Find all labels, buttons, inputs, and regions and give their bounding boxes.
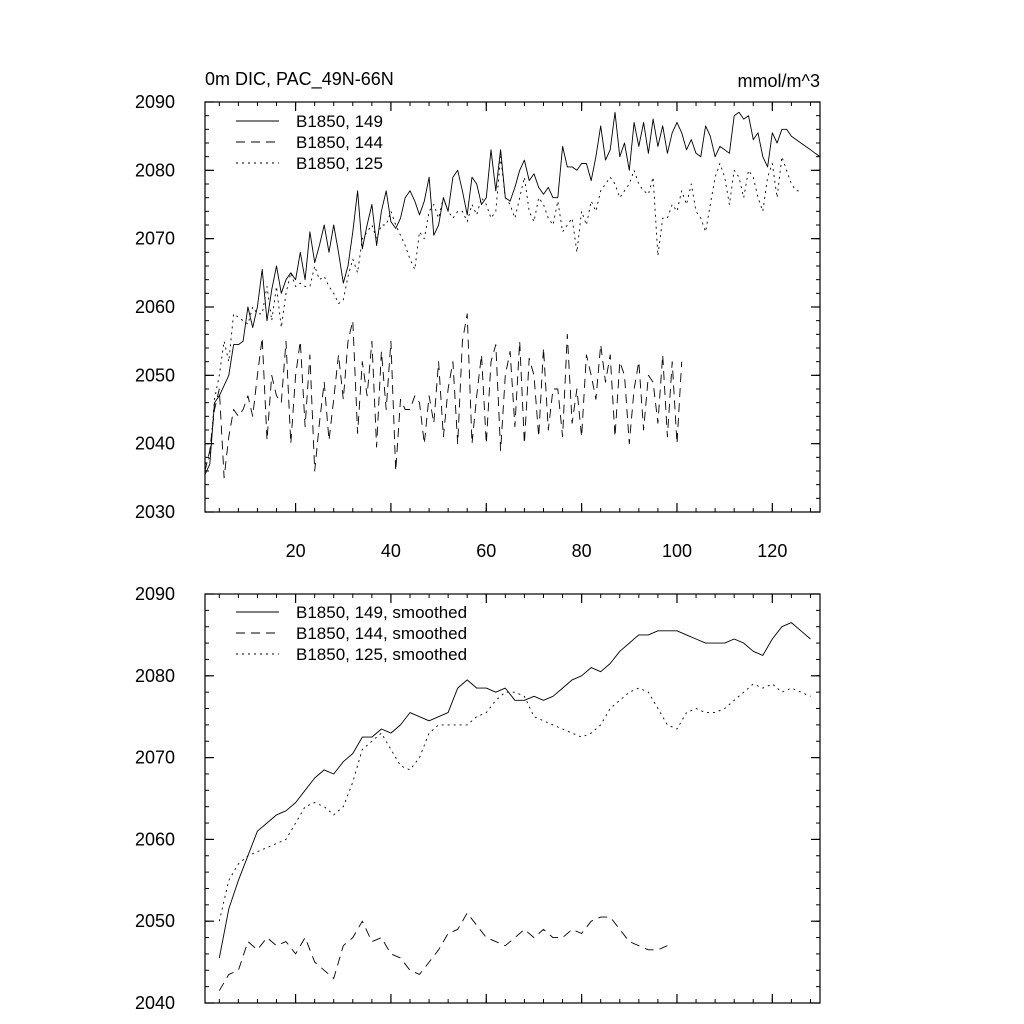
series-line bbox=[205, 314, 682, 478]
chart-title: 0m DIC, PAC_49N-66N bbox=[205, 69, 394, 89]
bottom-legend bbox=[236, 603, 467, 664]
series-line bbox=[219, 684, 810, 921]
legend-label: B1850, 149 bbox=[296, 112, 383, 131]
x-tick-label: 20 bbox=[285, 541, 306, 561]
bottom-series-group bbox=[219, 623, 810, 991]
top-panel bbox=[135, 69, 820, 561]
x-tick-label: 100 bbox=[661, 541, 693, 561]
series-line bbox=[219, 913, 667, 991]
y-tick-label: 2070 bbox=[134, 228, 175, 249]
legend-label: B1850, 144 bbox=[296, 133, 383, 152]
y-tick-label: 2090 bbox=[134, 584, 175, 604]
y-tick-label: 2080 bbox=[134, 665, 175, 686]
y-tick-label: 2060 bbox=[134, 829, 175, 850]
x-tick-label: 60 bbox=[476, 541, 497, 561]
x-tick-label: 120 bbox=[757, 541, 788, 561]
y-tick-label: 2050 bbox=[134, 911, 175, 932]
top-legend bbox=[236, 112, 383, 173]
y-tick-label: 2050 bbox=[134, 365, 175, 386]
y-tick-label: 2040 bbox=[134, 993, 175, 1013]
bottom-panel bbox=[135, 584, 820, 1013]
legend-label: B1850, 144, smoothed bbox=[296, 624, 468, 643]
x-tick-label: 80 bbox=[571, 541, 592, 561]
legend-label: B1850, 125 bbox=[296, 154, 383, 173]
top-axes bbox=[135, 92, 820, 561]
x-tick-label: 40 bbox=[380, 541, 401, 561]
units-label: mmol/m^3 bbox=[737, 71, 820, 91]
y-tick-label: 2080 bbox=[134, 160, 175, 181]
y-tick-label: 2030 bbox=[134, 502, 175, 522]
legend-label: B1850, 149, smoothed bbox=[296, 603, 468, 622]
y-tick-label: 2070 bbox=[134, 747, 175, 768]
y-tick-label: 2060 bbox=[134, 297, 175, 317]
y-tick-label: 2090 bbox=[134, 92, 175, 112]
legend-label: B1850, 125, smoothed bbox=[296, 645, 468, 664]
series-line bbox=[205, 157, 801, 465]
bottom-axes bbox=[135, 584, 820, 1013]
series-line bbox=[219, 623, 810, 958]
y-tick-label: 2040 bbox=[134, 433, 175, 454]
